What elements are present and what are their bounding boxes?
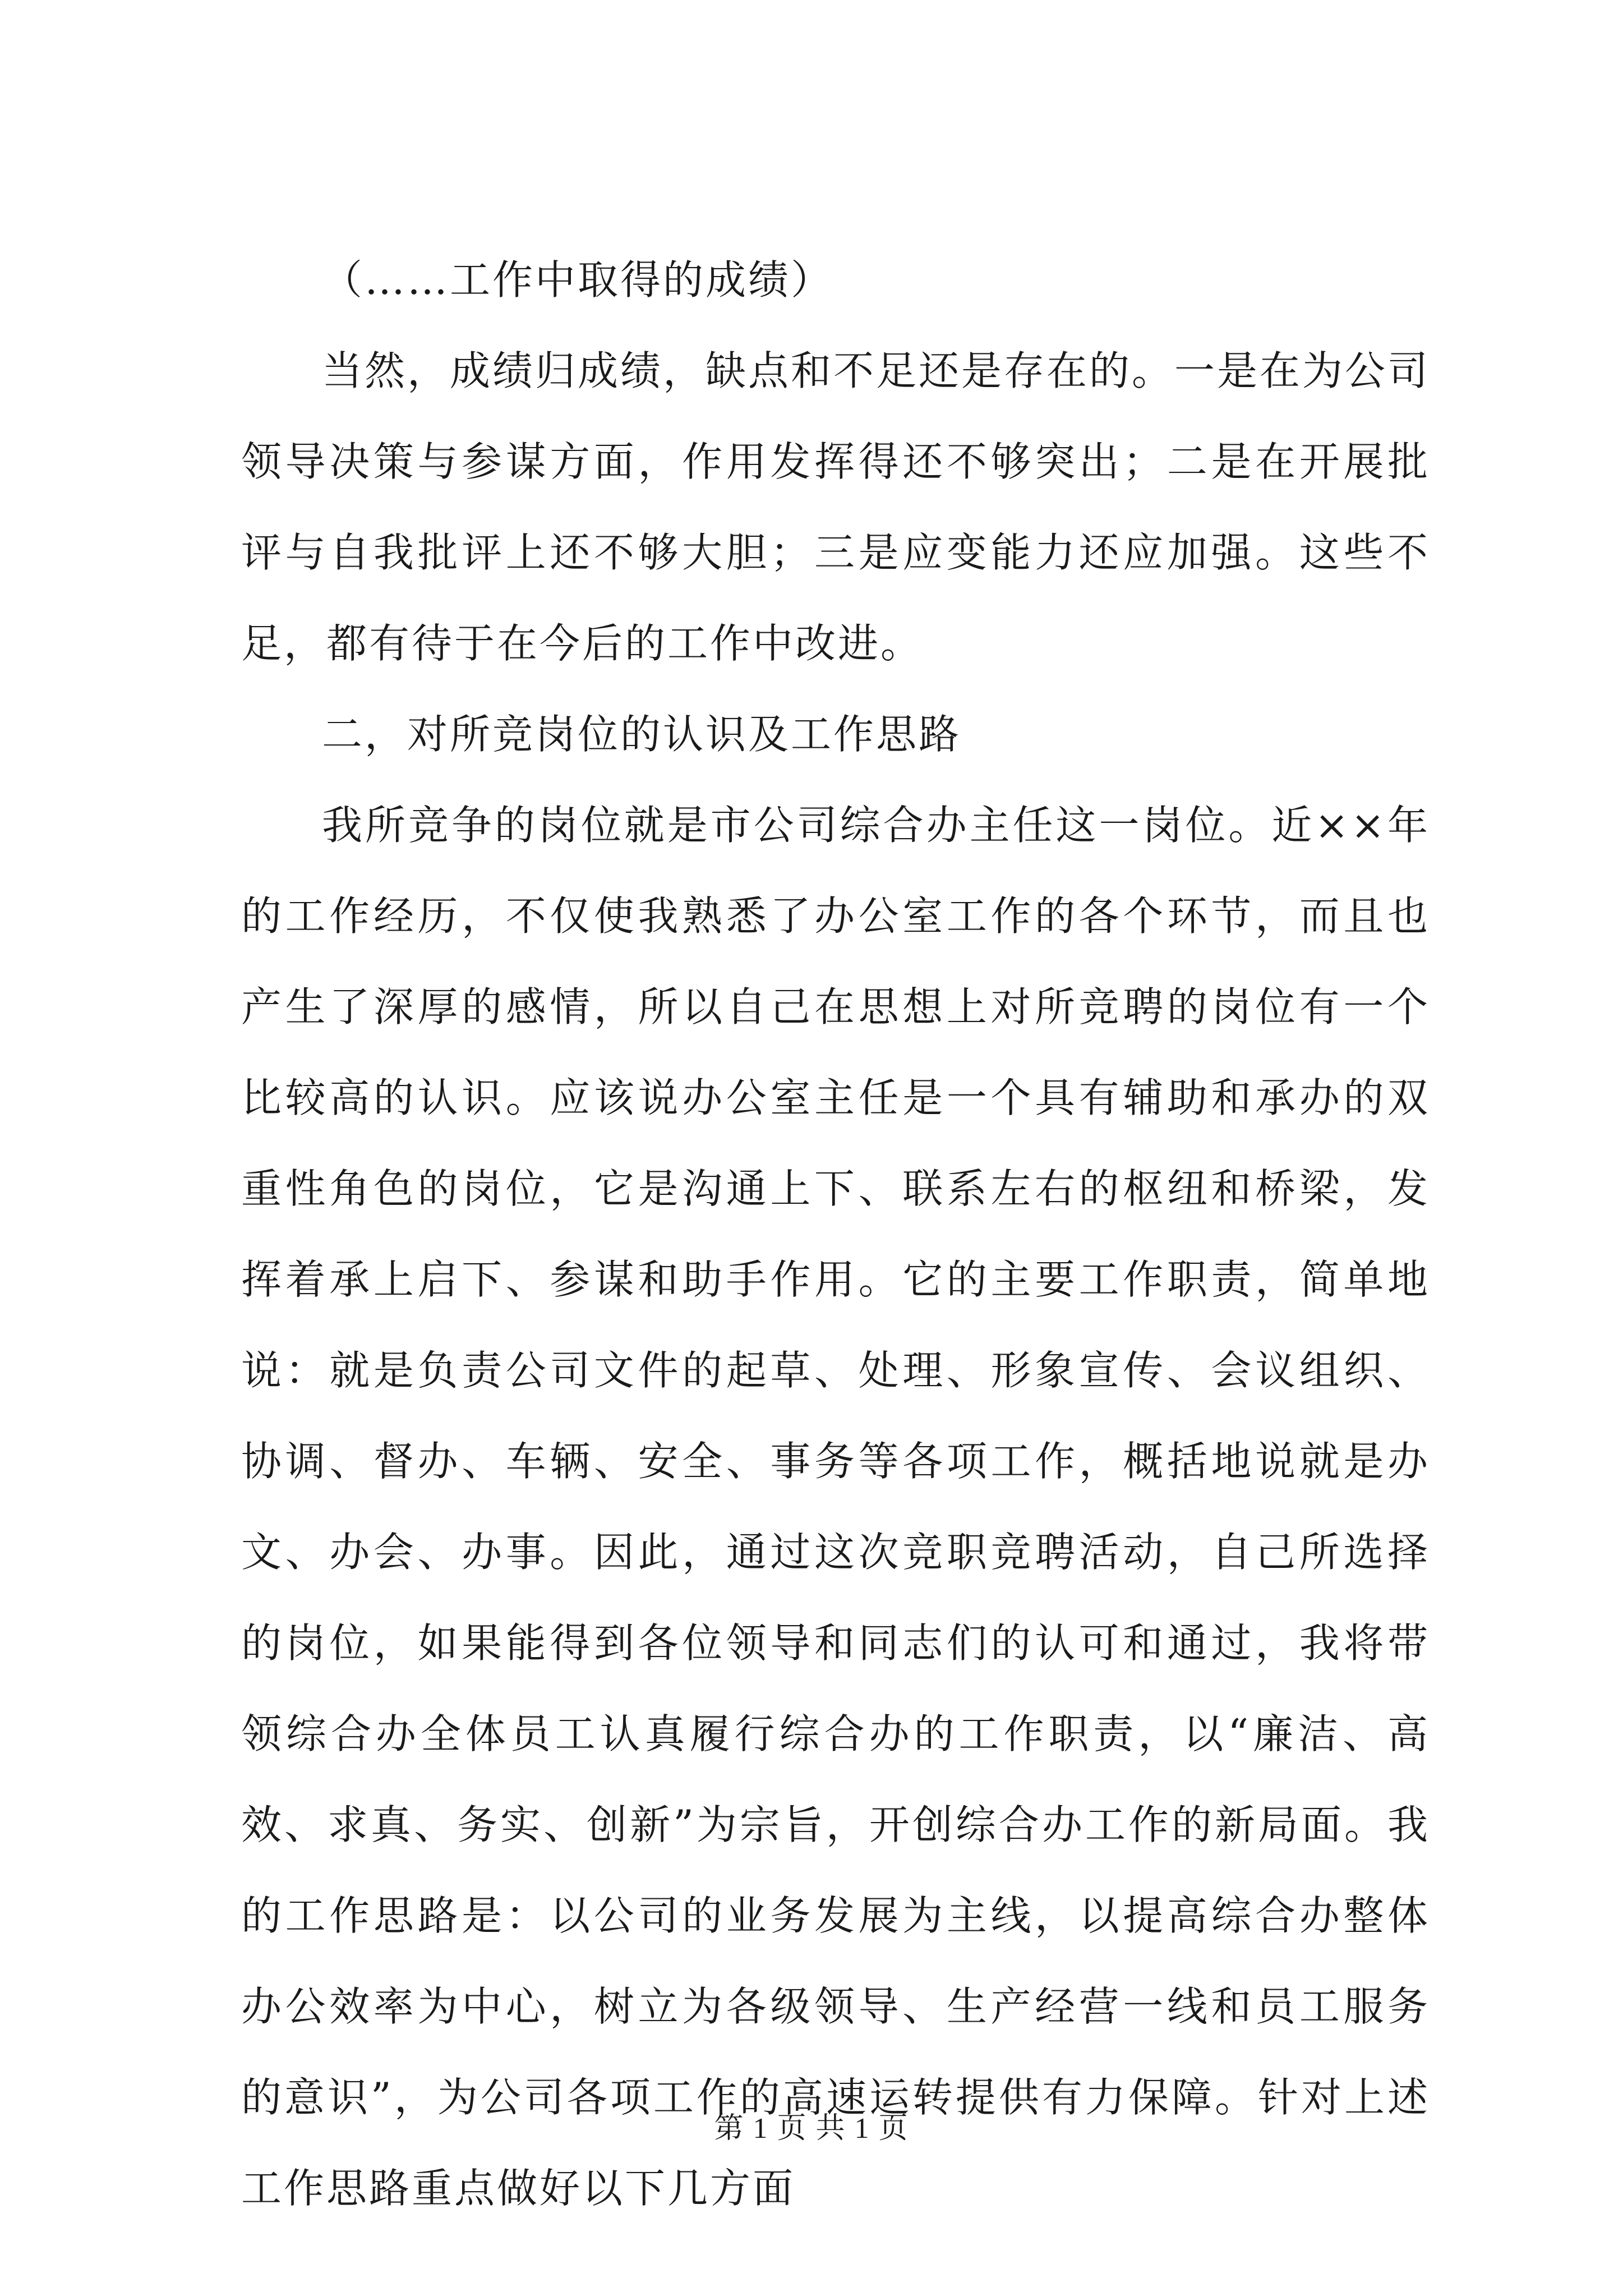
section-heading-position-understanding: 二，对所竞岗位的认识及工作思路 <box>322 711 962 758</box>
paragraph-achievements-note: （……工作中取得的成绩） <box>322 256 834 303</box>
paragraph-position-and-work-ideas: 我所竞争的岗位就是市公司综合办主任这一岗位。近××年的工作经历，不仅使我熟悉了办公室工作的各个环节，而且也产生了深厚的感情，所以自己在思想上对所竞聘的岗位有一个比较高的认识。应该说办公室主任是一个具有辅助和承办的双重性角色的岗位，它是沟通上下、联系左右的枢纽和桥梁，发挥着承上启下、参谋和助手作用。它的主要工作职责，简单地说：就是负责公司文件的起草、处理、形象宣传、会议组织、协调、督办、车辆、安全、事务等各项工作，概括地说就是办文、办会、办事。因此，通过这次竞职竞聘活动，自己所选择的岗位，如果能得到各位领导和同志们的认可和通过，我将带领综合办全体员工认真履行综合办的工作职责，以“廉洁、高效、求真、务实、创新”为宗旨，开创综合办工作的新局面。我的工作思路是：以公司的业务发展为主线，以提高综合办整体办公效率为中心，树立为各级领导、生产经营一线和员工服务的意识”，为公司各项工作的高速运转提供有力保障。针对上述工作思路重点做好以下几方面 <box>241 802 1430 2212</box>
paragraph-shortcomings: 当然，成绩归成绩，缺点和不足还是存在的。一是在为公司领导决策与参谋方面，作用发挥得还不够突出；二是在开展批评与自我批评上还不够大胆；三是应变能力还应加强。这些不足，都有待于在今后的工作中改进。 <box>241 347 1431 667</box>
page-footer: 第 1 页 共 1 页 <box>714 2113 909 2145</box>
document-body <box>241 234 1430 2234</box>
